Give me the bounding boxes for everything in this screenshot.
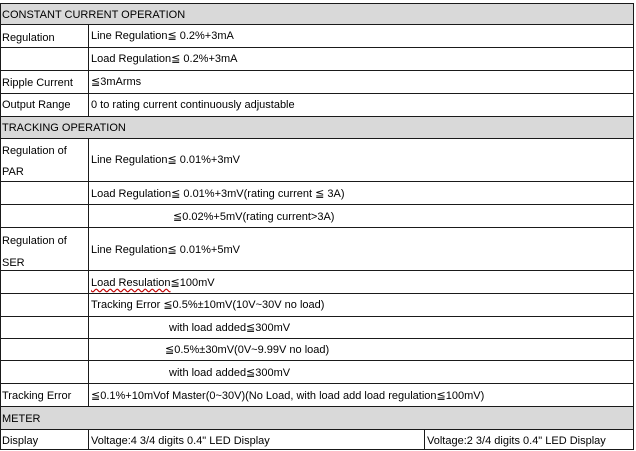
table-row bbox=[0, 360, 634, 383]
tracking-error-line-2: with load added≦300mV bbox=[169, 322, 291, 334]
table-row bbox=[0, 293, 634, 316]
section-header-meter bbox=[0, 406, 634, 429]
section-header-constant-current bbox=[0, 3, 634, 24]
par-line-regulation-value: Line Regulation≦ 0.01%+3mV bbox=[91, 154, 240, 166]
ser-load-regulation-value bbox=[91, 277, 215, 289]
column-divider bbox=[424, 429, 425, 450]
line-regulation-value: Line Regulation≦ 0.2%+3mA bbox=[91, 30, 234, 42]
table-row bbox=[0, 47, 634, 70]
regulation-label: Regulation bbox=[2, 32, 55, 44]
table-row bbox=[0, 429, 634, 450]
table-row bbox=[0, 270, 634, 293]
section-title-meter: METER bbox=[2, 413, 41, 425]
table-row bbox=[0, 316, 634, 338]
column-divider bbox=[88, 429, 89, 450]
ser-load-word: Load Resulation bbox=[91, 277, 171, 289]
section-header-tracking bbox=[0, 116, 634, 138]
regulation-of-par-label-2: PAR bbox=[2, 166, 24, 178]
display-value-1: Voltage:4 3/4 digits 0.4" LED Display bbox=[91, 435, 270, 447]
ser-line-regulation-value: Line Regulation≦ 0.01%+5mV bbox=[91, 244, 240, 256]
regulation-of-ser-label-1: Regulation of bbox=[2, 235, 67, 247]
tracking-error-line-4: with load added≦300mV bbox=[169, 367, 291, 379]
load-regulation-value: Load Regulation≦ 0.2%+3mA bbox=[91, 53, 238, 65]
output-range-value: 0 to rating current continuously adjustable bbox=[91, 99, 295, 111]
tracking-error-line-1: Tracking Error ≦0.5%±10mV(10V~30V no load) bbox=[91, 299, 325, 311]
ripple-current-value: ≦3mArms bbox=[91, 76, 142, 88]
column-divider bbox=[88, 138, 89, 406]
regulation-of-ser-label-2: SER bbox=[2, 257, 25, 269]
output-range-label: Output Range bbox=[2, 99, 71, 111]
ripple-current-label: Ripple Current bbox=[2, 77, 73, 89]
par-load-regulation-value-2: ≦0.02%+5mV(rating current>3A) bbox=[173, 211, 335, 223]
table-row bbox=[0, 70, 634, 93]
table-row bbox=[0, 383, 634, 406]
tracking-error-label: Tracking Error bbox=[2, 390, 72, 402]
table-row bbox=[0, 204, 634, 227]
table-row bbox=[0, 93, 634, 116]
display-label: Display bbox=[2, 435, 39, 447]
ser-load-number: ≦100mV bbox=[170, 277, 215, 289]
section-title-constant-current: CONSTANT CURRENT OPERATION bbox=[2, 9, 186, 21]
section-title-tracking: TRACKING OPERATION bbox=[2, 122, 126, 134]
table-row bbox=[0, 227, 634, 270]
column-divider bbox=[88, 24, 89, 116]
table-row bbox=[0, 181, 634, 204]
tracking-error-value: ≦0.1%+10mVof Master(0~30V)(No Load, with load add load regulation≦100mV) bbox=[91, 390, 485, 402]
regulation-of-par-label-1: Regulation of bbox=[2, 145, 67, 157]
table-row bbox=[0, 24, 634, 47]
display-value-2: Voltage:2 3/4 digits 0.4" LED Display bbox=[427, 435, 606, 447]
par-load-regulation-value: Load Regulation≦ 0.01%+3mV(rating current ≦ 3A) bbox=[91, 188, 345, 200]
table-row bbox=[0, 138, 634, 181]
table-row bbox=[0, 338, 634, 360]
tracking-error-line-3: ≦0.5%±30mV(0V~9.99V no load) bbox=[165, 344, 330, 356]
